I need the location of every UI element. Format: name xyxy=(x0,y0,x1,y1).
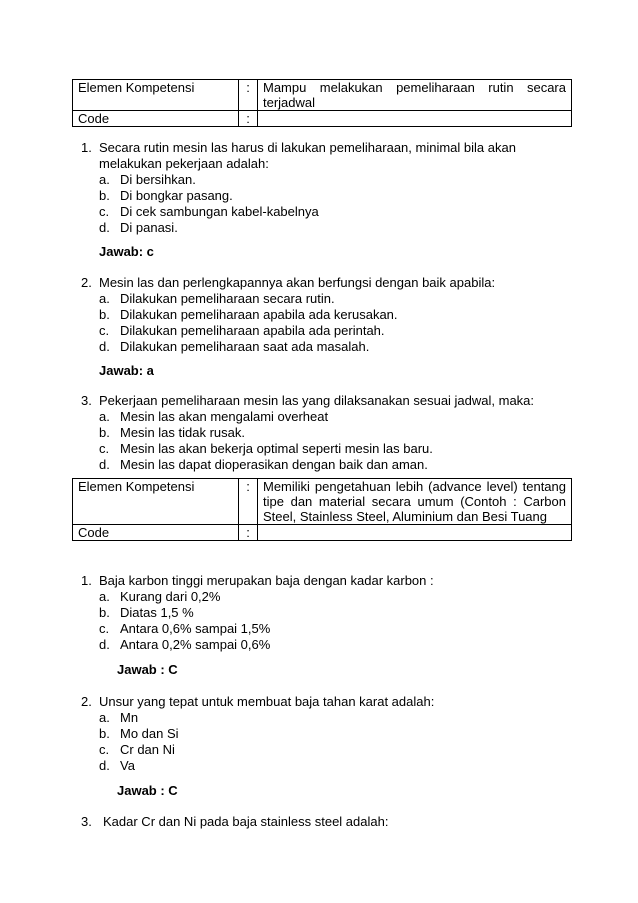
option-text: Kurang dari 0,2% xyxy=(120,589,221,604)
option-text: Dilakukan pemeliharaan apabila ada kerusakan. xyxy=(120,307,398,322)
colon: : xyxy=(239,525,258,541)
option-text: Di bongkar pasang. xyxy=(120,188,233,203)
colon: : xyxy=(239,80,258,111)
option-text: Mesin las dapat dioperasikan dengan baik dan aman. xyxy=(120,457,428,472)
colon: : xyxy=(239,111,258,127)
label-code: Code xyxy=(73,111,239,127)
competency-table-2 xyxy=(72,478,572,541)
question-text-line: Baja karbon tinggi merupakan baja dengan kadar karbon : xyxy=(99,573,434,588)
table-row-elemen xyxy=(73,80,572,111)
option-text: Dilakukan pemeliharaan secara rutin. xyxy=(120,291,335,306)
label-elemen-kompetensi: Elemen Kompetensi xyxy=(73,80,239,111)
option-text: Mo dan Si xyxy=(120,726,179,741)
question-text-line: Mesin las dan perlengkapannya akan berfungsi dengan baik apabila: xyxy=(99,275,496,290)
option-text: Va xyxy=(120,758,135,773)
question-number: 2. xyxy=(81,694,92,709)
option-letter: c. xyxy=(99,742,110,757)
option-text: Antara 0,2% sampai 0,6% xyxy=(120,637,271,652)
option-letter: a. xyxy=(99,589,110,604)
elemen-kompetensi-value: Mampu melakukan pemeliharaan rutin secara terjadwal xyxy=(258,80,572,111)
question-number: 3. xyxy=(81,814,92,829)
option-letter: c. xyxy=(99,323,110,338)
option-letter: d. xyxy=(99,758,110,773)
code-value xyxy=(258,525,572,541)
option-letter: a. xyxy=(99,172,110,187)
option-text: Di panasi. xyxy=(120,220,178,235)
question-number: 3. xyxy=(81,393,92,408)
table-row-elemen xyxy=(73,479,572,525)
option-letter: d. xyxy=(99,339,110,354)
option-letter: d. xyxy=(99,457,110,472)
question-number: 1. xyxy=(81,140,92,155)
option-letter: b. xyxy=(99,307,110,322)
option-text: Dilakukan pemeliharaan apabila ada perintah. xyxy=(120,323,385,338)
label-elemen-kompetensi: Elemen Kompetensi xyxy=(73,479,239,525)
option-letter: c. xyxy=(99,441,110,456)
question-text-line: Kadar Cr dan Ni pada baja stainless steel adalah: xyxy=(103,814,389,829)
code-value xyxy=(258,111,572,127)
question-text-line: Secara rutin mesin las harus di lakukan pemeliharaan, minimal bila akan xyxy=(99,140,516,155)
option-letter: d. xyxy=(99,220,110,235)
option-letter: a. xyxy=(99,409,110,424)
option-text: Dilakukan pemeliharaan saat ada masalah. xyxy=(120,339,370,354)
answer-key: Jawab: c xyxy=(99,244,154,259)
elemen-kompetensi-value: Memiliki pengetahuan lebih (advance level) tentang tipe dan material secara umum (Contoh : Carbon Steel, Stainless Steel, Aluminium dan Besi Tuang xyxy=(258,479,572,525)
option-text: Antara 0,6% sampai 1,5% xyxy=(120,621,271,636)
answer-key: Jawab : C xyxy=(117,783,178,798)
option-letter: b. xyxy=(99,425,110,440)
answer-key: Jawab : C xyxy=(117,662,178,677)
option-letter: b. xyxy=(99,188,110,203)
competency-table-1 xyxy=(72,79,572,127)
option-letter: a. xyxy=(99,291,110,306)
option-text: Mn xyxy=(120,710,139,725)
question-text-line: Unsur yang tepat untuk membuat baja tahan karat adalah: xyxy=(99,694,435,709)
option-text: Di bersihkan. xyxy=(120,172,196,187)
option-letter: b. xyxy=(99,726,110,741)
option-text: Diatas 1,5 % xyxy=(120,605,194,620)
option-letter: c. xyxy=(99,204,110,219)
table-row-code xyxy=(73,111,572,127)
colon: : xyxy=(239,479,258,525)
question-number: 1. xyxy=(81,573,92,588)
option-letter: a. xyxy=(99,710,110,725)
option-text: Di cek sambungan kabel-kabelnya xyxy=(120,204,319,219)
question-text-line: melakukan pekerjaan adalah: xyxy=(99,156,269,171)
option-letter: d. xyxy=(99,637,110,652)
table-row-code xyxy=(73,525,572,541)
option-letter: c. xyxy=(99,621,110,636)
label-code: Code xyxy=(73,525,239,541)
answer-key: Jawab: a xyxy=(99,363,154,378)
question-number: 2. xyxy=(81,275,92,290)
option-text: Mesin las akan bekerja optimal seperti mesin las baru. xyxy=(120,441,433,456)
option-letter: b. xyxy=(99,605,110,620)
option-text: Mesin las akan mengalami overheat xyxy=(120,409,329,424)
question-text-line: Pekerjaan pemeliharaan mesin las yang dilaksanakan sesuai jadwal, maka: xyxy=(99,393,535,408)
option-text: Mesin las tidak rusak. xyxy=(120,425,245,440)
option-text: Cr dan Ni xyxy=(120,742,175,757)
